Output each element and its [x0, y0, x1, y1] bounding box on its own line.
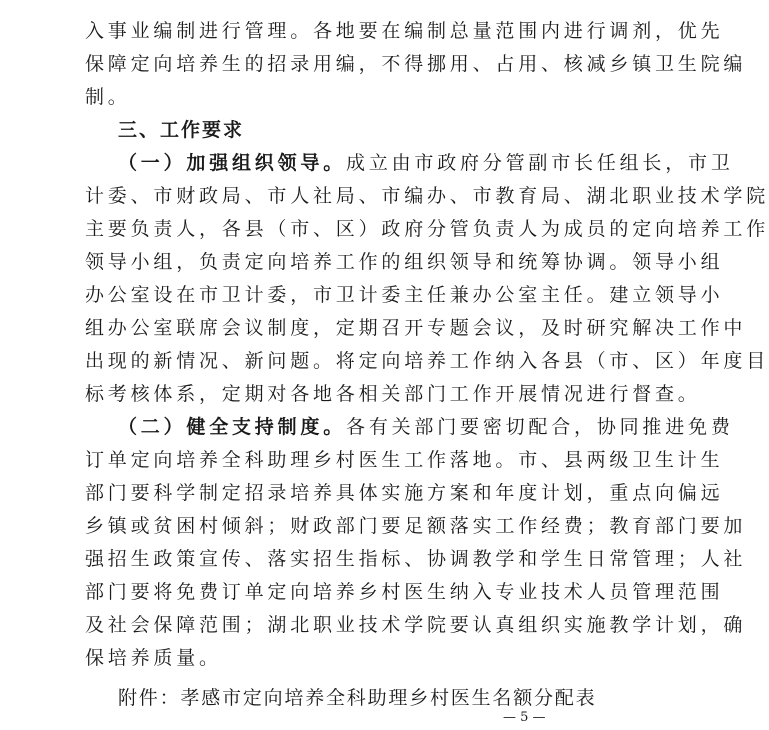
- paragraph-line: 订单定向培养全科助理乡村医生工作落地。市、县两级卫生计生: [85, 449, 724, 471]
- paragraph-line: 部门要科学制定招录培养具体实施方案和年度计划，重点向偏远: [85, 482, 724, 504]
- subsection-first-line: [118, 415, 734, 439]
- subsection-title: （二）健全支持制度。: [118, 416, 347, 438]
- paragraph-line: 出现的新情况、新问题。将定向培养工作纳入各县（市、区）年度目: [85, 350, 769, 372]
- paragraph-line: 保障定向培养生的招录用编，不得挪用、占用、核减乡镇卫生院编: [85, 53, 747, 75]
- attachment-note: 附件：孝感市定向培养全科助理乡村医生名额分配表: [118, 687, 597, 709]
- paragraph-line: 保培养质量。: [85, 647, 222, 669]
- subsection-text: 各有关部门要密切配合，协同推进免费: [346, 416, 734, 438]
- paragraph-line: 办公室设在市卫计委，市卫计委主任兼办公室主任。建立领导小: [85, 284, 724, 306]
- paragraph-line: 标考核体系，定期对各地各相关部门工作开展情况进行督查。: [85, 383, 701, 405]
- paragraph-line: 组办公室联席会议制度，定期召开专题会议，及时研究解决工作中: [85, 317, 747, 339]
- section-heading: 三、工作要求: [118, 119, 245, 141]
- subsection-title: （一）加强组织领导。: [118, 152, 347, 174]
- subsection-text: 成立由市政府分管副市长任组长，市卫: [346, 152, 734, 174]
- paragraph-line: 计委、市财政局、市人社局、市编办、市教育局、湖北职业技术学院: [85, 185, 769, 207]
- paragraph-line: 主要负责人，各县（市、区）政府分管负责人为成员的定向培养工作: [85, 218, 769, 240]
- paragraph-line: 乡镇或贫困村倾斜；财政部门要足额落实工作经费；教育部门要加: [85, 515, 747, 537]
- paragraph-line: 强招生政策宣传、落实招生指标、协调教学和学生日常管理；人社: [85, 548, 747, 570]
- page-number: — 5 —: [503, 710, 546, 725]
- paragraph-line: 部门要将免费订单定向培养乡村医生纳入专业技术人员管理范围: [85, 581, 724, 603]
- subsection-first-line: [118, 151, 734, 175]
- paragraph-line: 及社会保障范围；湖北职业技术学院要认真组织实施教学计划，确: [85, 614, 747, 636]
- paragraph-line: 领导小组，负责定向培养工作的组织领导和统筹协调。领导小组: [85, 251, 724, 273]
- paragraph-line: 制。: [85, 86, 131, 108]
- paragraph-line: 入事业编制进行管理。各地要在编制总量范围内进行调剂，优先: [85, 20, 724, 42]
